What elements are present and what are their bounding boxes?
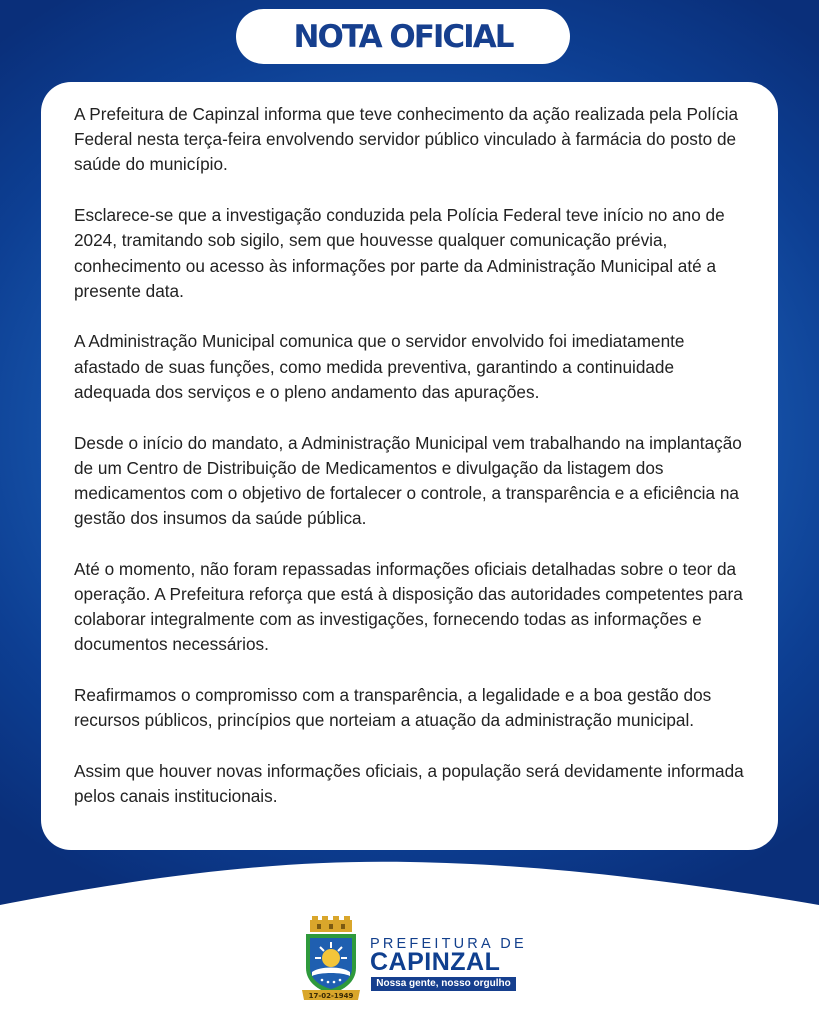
paragraph: A Prefeitura de Capinzal informa que teve conhecimento da ação realizada pela Polícia Federal nesta terça-feira envolvendo servidor público vinculado à farmácia do posto de saúde do município. bbox=[74, 104, 739, 175]
paragraph: Até o momento, não foram repassadas informações oficiais detalhadas sobre o teor da operação. A Prefeitura reforça que está à disposição das autoridades competentes para colaborar integralmente com as investigações, fornecendo todas as informações e documentos necessários. bbox=[74, 558, 743, 655]
paragraph: Assim que houver novas informações oficiais, a população será devidamente informada pelos canais institucionais. bbox=[74, 761, 744, 807]
logo-slogan: Nossa gente, nosso orgulho bbox=[371, 977, 516, 991]
city-crest-icon bbox=[300, 916, 362, 1004]
paragraph: Esclarece-se que a investigação conduzida pela Polícia Federal teve início no ano de 2024, tramitando sob sigilo, sem que houvesse qualquer comunicação prévia, conhecimento ou acesso às informações por parte da Administração Municipal até a presente data. bbox=[74, 205, 725, 301]
logo-line-capinzal: CAPINZAL bbox=[370, 948, 501, 976]
paragraph: Reafirmamos o compromisso com a transparência, a legalidade e a boa gestão dos recursos públicos, princípios que norteiam a atuação da administração municipal. bbox=[74, 685, 712, 731]
page-title: NOTA OFICIAL bbox=[293, 18, 513, 55]
paragraph: Desde o início do mandato, a Administração Municipal vem trabalhando na implantação de um Centro de Distribuição de Medicamentos e divulgação da listagem dos medicamentos com o objetivo de fortalecer o controle, a transparência e a eficiência na gestão dos insumos da saúde pública. bbox=[74, 432, 742, 529]
title-banner bbox=[236, 9, 570, 64]
statement-card bbox=[41, 82, 778, 850]
svg-text:17-02-1949: 17-02-1949 bbox=[308, 992, 354, 1000]
prefeitura-logo bbox=[300, 916, 527, 1006]
logo-line-prefeitura: PREFEITURA DE bbox=[370, 936, 527, 952]
paragraph: A Administração Municipal comunica que o servidor envolvido foi imediatamente afastado de suas funções, como medida preventiva, garantindo a continuidade adequada dos serviços e o pleno andamento das apurações. bbox=[74, 331, 685, 402]
